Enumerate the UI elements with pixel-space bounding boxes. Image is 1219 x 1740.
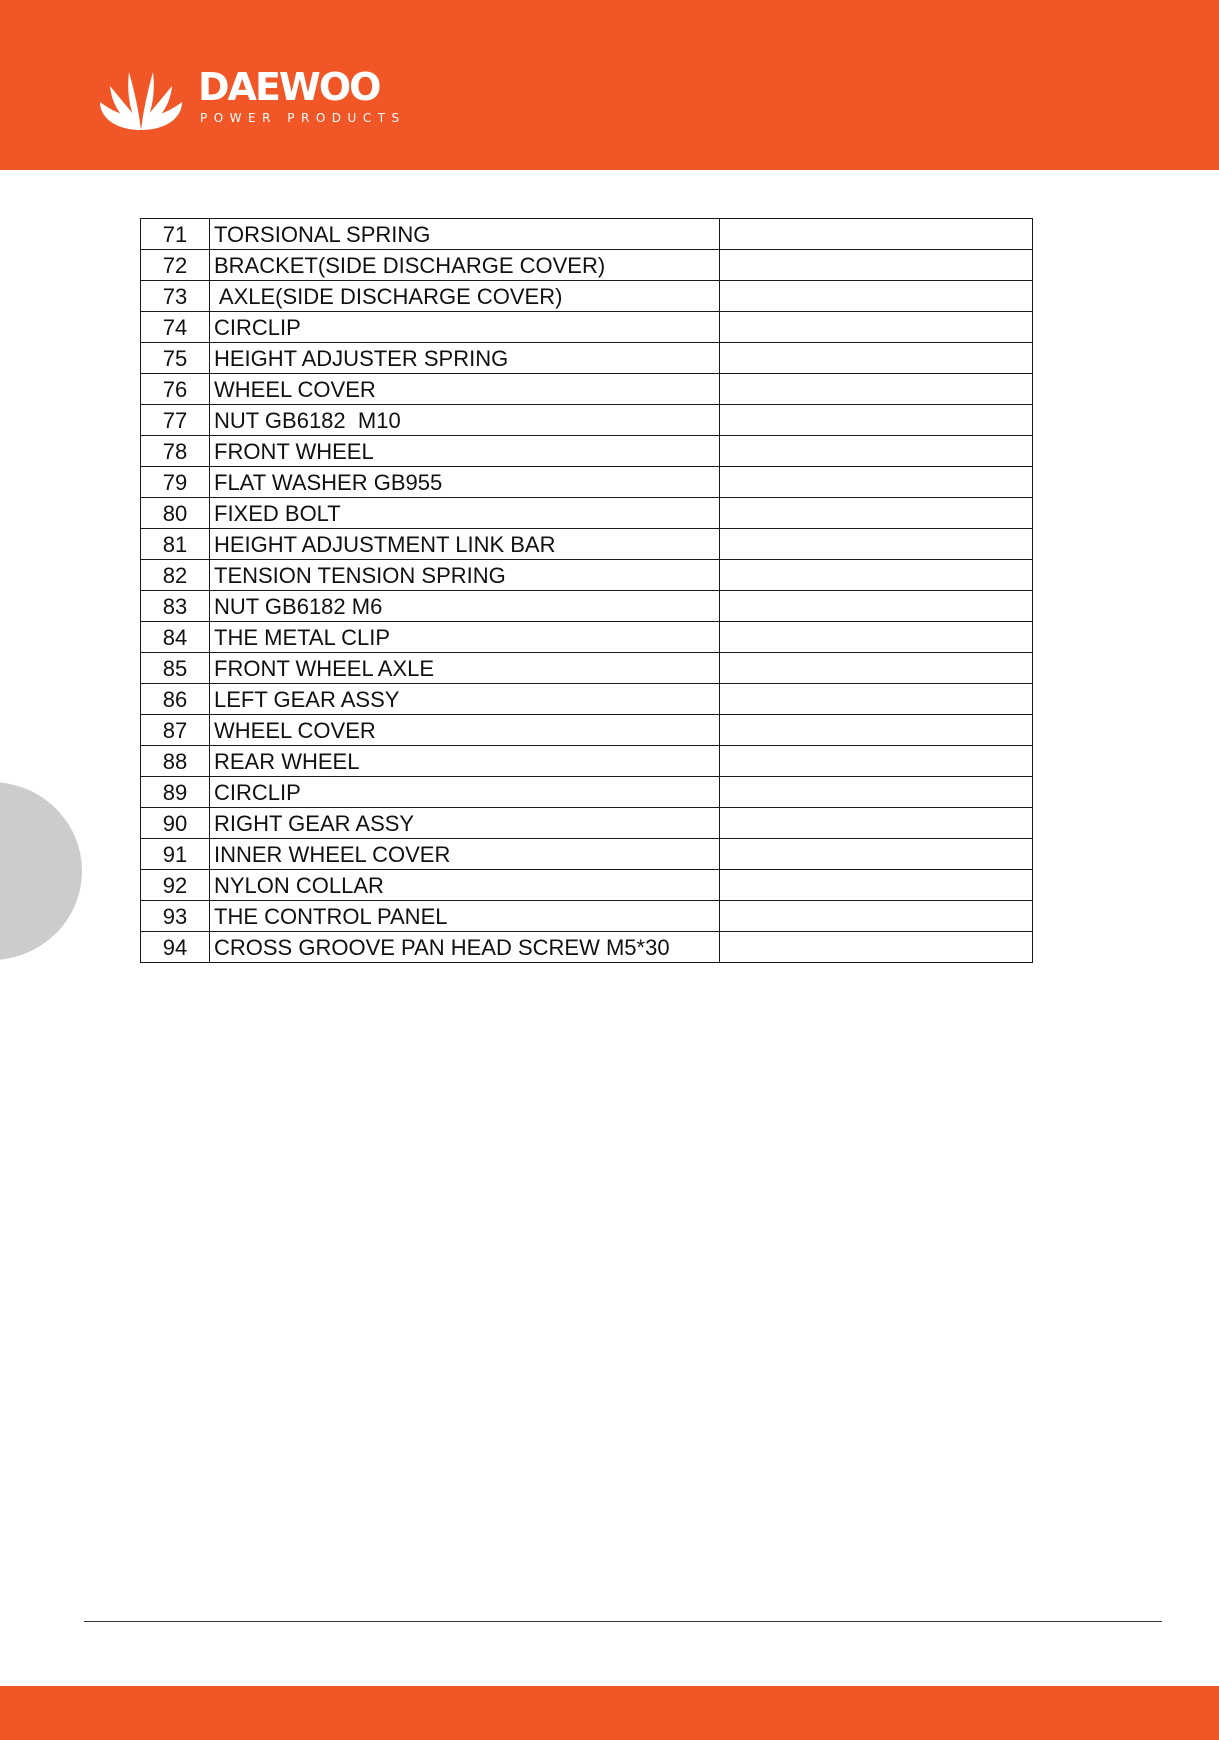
part-description: HEIGHT ADJUSTMENT LINK BAR — [210, 529, 720, 560]
part-extra-cell — [720, 436, 1033, 467]
table-row — [141, 715, 1033, 746]
part-extra-cell — [720, 622, 1033, 653]
part-description: REAR WHEEL — [210, 746, 720, 777]
table-row — [141, 808, 1033, 839]
part-extra-cell — [720, 808, 1033, 839]
table-row — [141, 591, 1033, 622]
table-row — [141, 405, 1033, 436]
table-row — [141, 777, 1033, 808]
part-extra-cell — [720, 901, 1033, 932]
part-number: 84 — [141, 622, 210, 653]
table-row — [141, 374, 1033, 405]
brand-name: DAEWOO — [198, 65, 380, 109]
table-row — [141, 653, 1033, 684]
part-number: 77 — [141, 405, 210, 436]
part-description: TENSION TENSION SPRING — [210, 560, 720, 591]
part-description: THE METAL CLIP — [210, 622, 720, 653]
table-row — [141, 467, 1033, 498]
part-number: 88 — [141, 746, 210, 777]
part-number: 74 — [141, 312, 210, 343]
part-number: 92 — [141, 870, 210, 901]
side-tab-marker — [0, 782, 82, 960]
part-description: NUT GB6182 M6 — [210, 591, 720, 622]
part-extra-cell — [720, 343, 1033, 374]
part-extra-cell — [720, 560, 1033, 591]
table-row — [141, 684, 1033, 715]
part-extra-cell — [720, 684, 1033, 715]
part-extra-cell — [720, 529, 1033, 560]
part-description: CROSS GROOVE PAN HEAD SCREW M5*30 — [210, 932, 720, 963]
part-description: THE CONTROL PANEL — [210, 901, 720, 932]
part-description: FRONT WHEEL — [210, 436, 720, 467]
part-extra-cell — [720, 839, 1033, 870]
part-extra-cell — [720, 870, 1033, 901]
daewoo-emblem-icon — [96, 64, 186, 134]
parts-table-body — [141, 219, 1033, 963]
table-row — [141, 436, 1033, 467]
table-row — [141, 560, 1033, 591]
part-number: 89 — [141, 777, 210, 808]
part-number: 76 — [141, 374, 210, 405]
part-extra-cell — [720, 715, 1033, 746]
part-number: 72 — [141, 250, 210, 281]
table-row — [141, 250, 1033, 281]
part-description: FLAT WASHER GB955 — [210, 467, 720, 498]
part-number: 83 — [141, 591, 210, 622]
part-description: WHEEL COVER — [210, 374, 720, 405]
part-extra-cell — [720, 653, 1033, 684]
part-description: HEIGHT ADJUSTER SPRING — [210, 343, 720, 374]
part-extra-cell — [720, 591, 1033, 622]
part-number: 81 — [141, 529, 210, 560]
part-description: CIRCLIP — [210, 312, 720, 343]
part-description: FRONT WHEEL AXLE — [210, 653, 720, 684]
part-description: NUT GB6182 M10 — [210, 405, 720, 436]
part-extra-cell — [720, 312, 1033, 343]
part-description: TORSIONAL SPRING — [210, 219, 720, 250]
table-row — [141, 529, 1033, 560]
table-row — [141, 622, 1033, 653]
part-number: 93 — [141, 901, 210, 932]
table-row — [141, 343, 1033, 374]
table-row — [141, 746, 1033, 777]
table-row — [141, 870, 1033, 901]
part-extra-cell — [720, 777, 1033, 808]
part-extra-cell — [720, 219, 1033, 250]
table-row — [141, 901, 1033, 932]
table-row — [141, 219, 1033, 250]
part-extra-cell — [720, 405, 1033, 436]
part-number: 87 — [141, 715, 210, 746]
part-number: 73 — [141, 281, 210, 312]
part-extra-cell — [720, 250, 1033, 281]
part-number: 94 — [141, 932, 210, 963]
part-number: 82 — [141, 560, 210, 591]
part-extra-cell — [720, 467, 1033, 498]
part-description: FIXED BOLT — [210, 498, 720, 529]
part-number: 90 — [141, 808, 210, 839]
brand-tagline: POWER PRODUCTS — [200, 111, 406, 125]
table-row — [141, 498, 1033, 529]
part-number: 78 — [141, 436, 210, 467]
footer-rule — [84, 1621, 1162, 1622]
part-number: 75 — [141, 343, 210, 374]
part-extra-cell — [720, 281, 1033, 312]
part-number: 86 — [141, 684, 210, 715]
part-description: WHEEL COVER — [210, 715, 720, 746]
footer-band — [0, 1686, 1219, 1740]
parts-list-table — [140, 218, 1033, 963]
table-row — [141, 932, 1033, 963]
part-number: 85 — [141, 653, 210, 684]
table-row — [141, 281, 1033, 312]
table-row — [141, 312, 1033, 343]
part-description: CIRCLIP — [210, 777, 720, 808]
part-description: INNER WHEEL COVER — [210, 839, 720, 870]
part-number: 79 — [141, 467, 210, 498]
part-description: RIGHT GEAR ASSY — [210, 808, 720, 839]
part-extra-cell — [720, 932, 1033, 963]
part-description: AXLE(SIDE DISCHARGE COVER) — [210, 281, 720, 312]
part-description: LEFT GEAR ASSY — [210, 684, 720, 715]
part-description: BRACKET(SIDE DISCHARGE COVER) — [210, 250, 720, 281]
part-extra-cell — [720, 374, 1033, 405]
part-number: 71 — [141, 219, 210, 250]
part-number: 80 — [141, 498, 210, 529]
part-extra-cell — [720, 498, 1033, 529]
table-row — [141, 839, 1033, 870]
part-description: NYLON COLLAR — [210, 870, 720, 901]
part-number: 91 — [141, 839, 210, 870]
daewoo-logo — [96, 64, 436, 144]
header-band — [0, 0, 1219, 170]
part-extra-cell — [720, 746, 1033, 777]
